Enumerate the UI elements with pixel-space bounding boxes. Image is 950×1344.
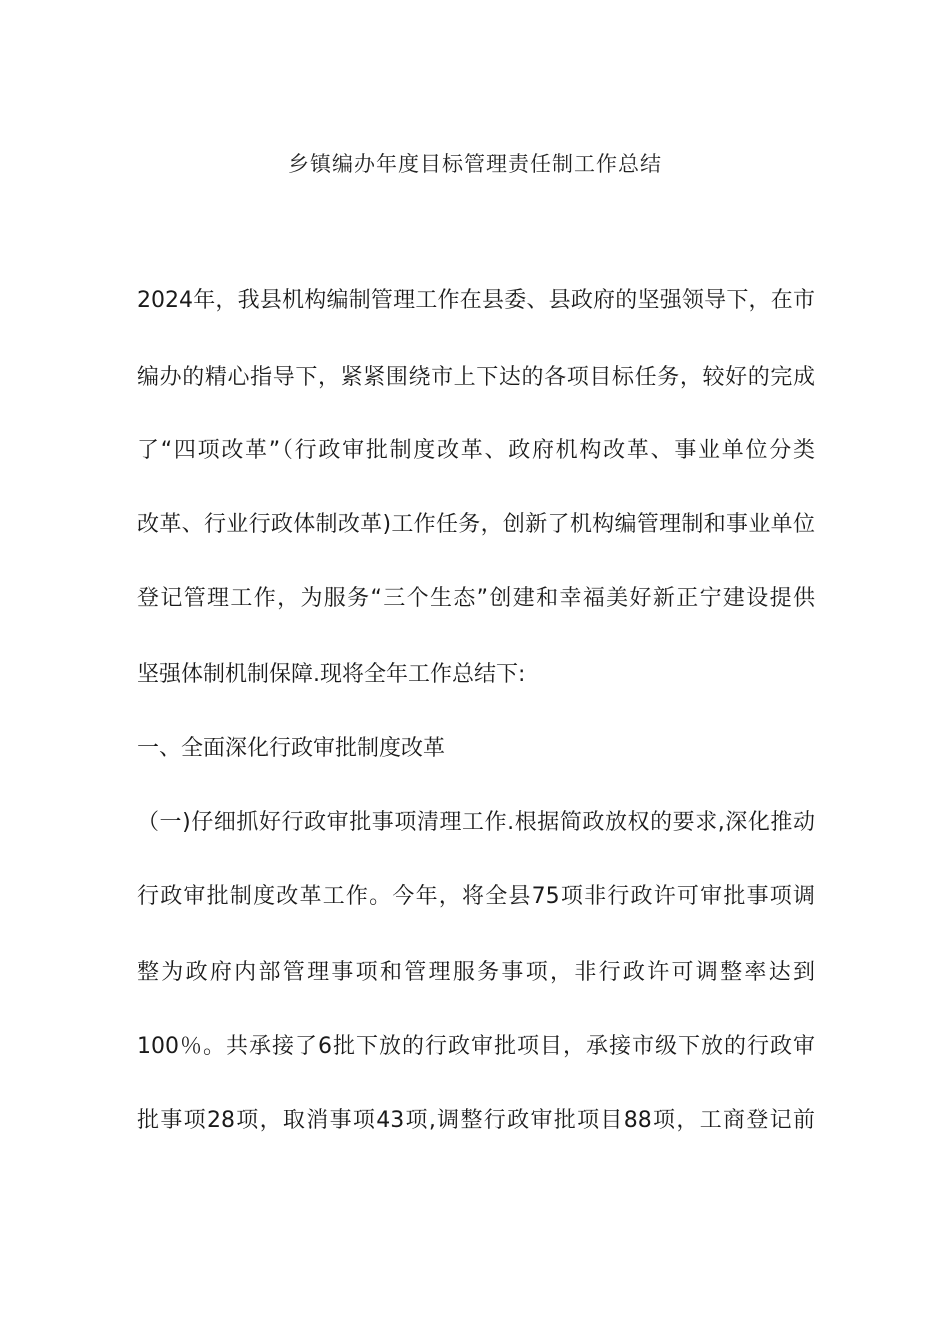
paragraph-line: 登记管理工作，为服务“三个生态”创建和幸福美好新正宁建设提供 (137, 586, 815, 611)
document-title: 乡镇编办年度目标管理责任制工作总结 (288, 152, 662, 176)
paragraph-line: 100％。共承接了6批下放的行政审批项目，承接市级下放的行政审 (137, 1034, 815, 1059)
paragraph-line: 了“四项改革”（行政审批制度改革、政府机构改革、事业单位分类 (137, 438, 815, 463)
paragraph-line: 2024年，我县机构编制管理工作在县委、县政府的坚强领导下，在市 (137, 288, 815, 313)
paragraph-line: 批事项28项，取消事项43项,调整行政审批项目88项，工商登记前 (137, 1108, 815, 1133)
paragraph-line: （一)仔细抓好行政审批事项清理工作.根据简政放权的要求,深化推动 (137, 810, 815, 835)
section-heading: 一、全面深化行政审批制度改革 (137, 736, 446, 761)
paragraph-line: 坚强体制机制保障.现将全年工作总结下: (137, 662, 526, 687)
paragraph-line: 行政审批制度改革工作。今年，将全县75项非行政许可审批事项调 (137, 884, 815, 909)
paragraph-line: 改革、行业行政体制改革)工作任务，创新了机构编管理制和事业单位 (137, 512, 815, 537)
paragraph-line: 编办的精心指导下，紧紧围绕市上下达的各项目标任务，较好的完成 (137, 365, 815, 390)
paragraph-line: 整为政府内部管理事项和管理服务事项，非行政许可调整率达到 (137, 960, 815, 985)
